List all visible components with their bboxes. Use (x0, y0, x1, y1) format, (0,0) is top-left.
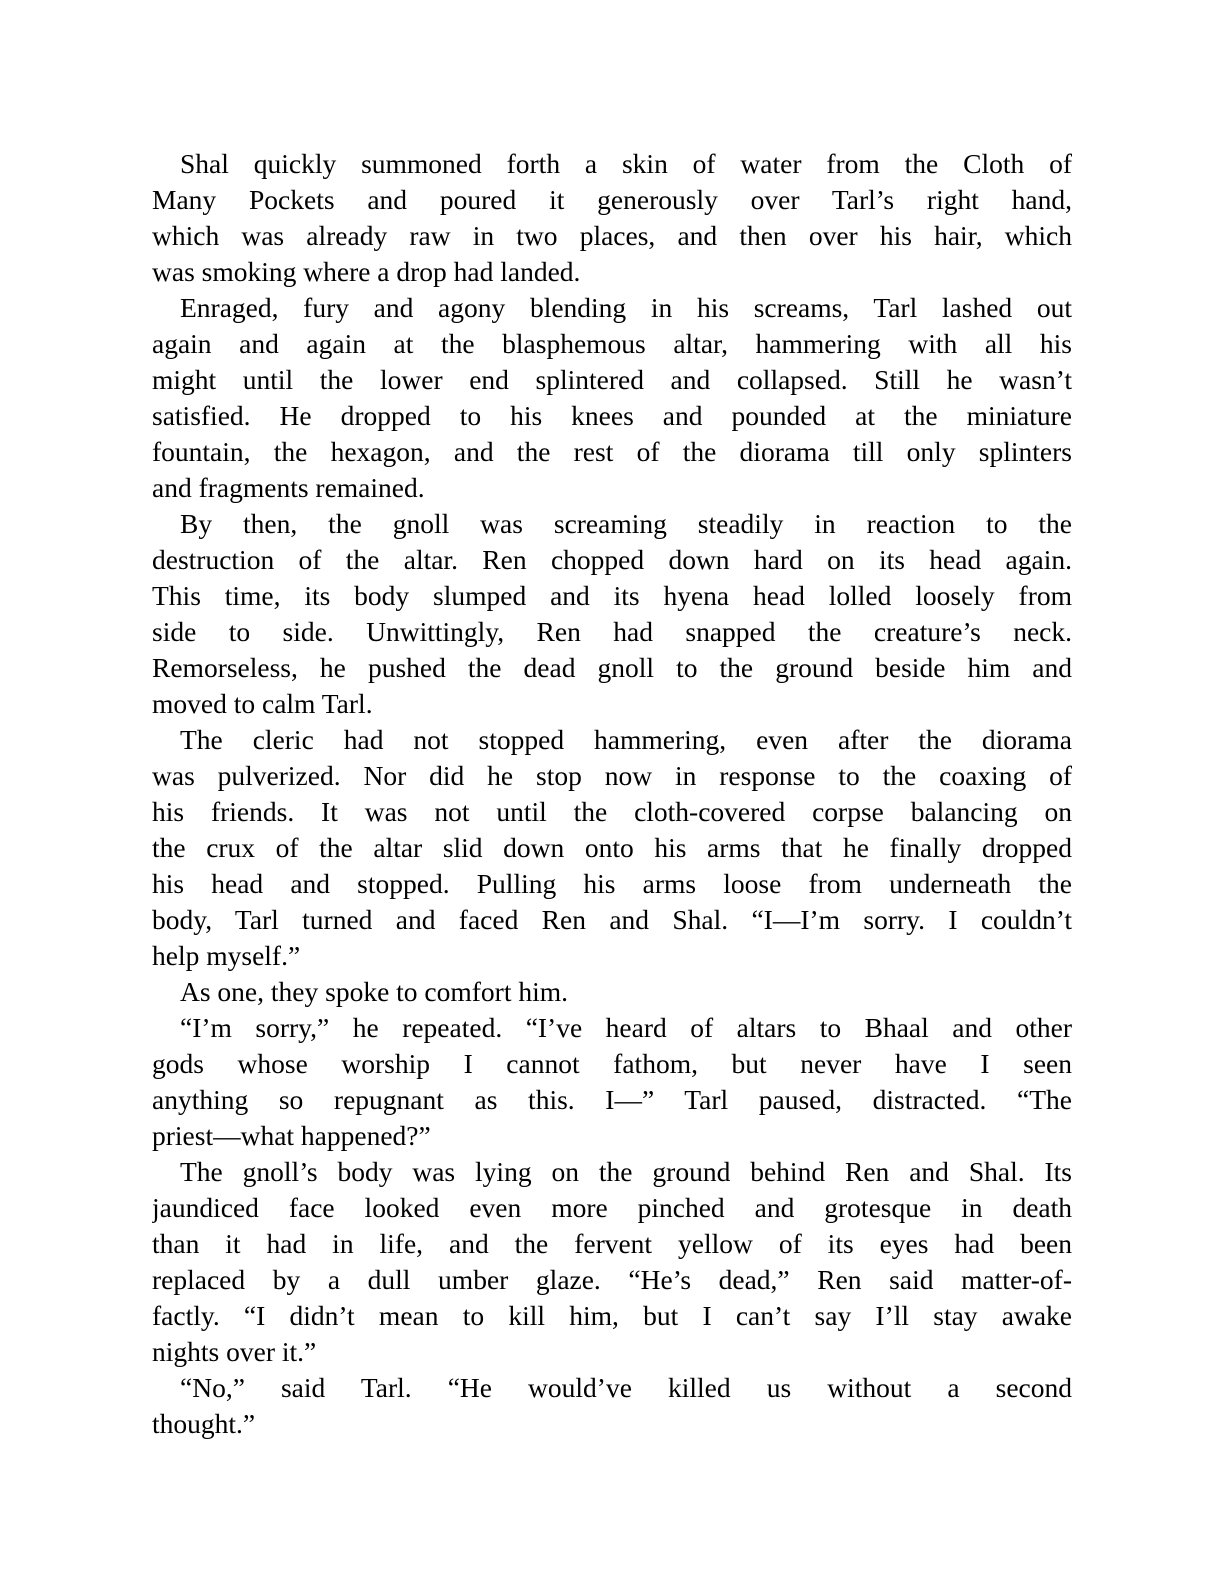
text-line: his head and stopped. Pulling his arms loose from underneath the (152, 868, 1072, 899)
text-line: the crux of the altar slid down onto his arms that he finally dropped (152, 832, 1072, 863)
text-line: replaced by a dull umber glaze. “He’s dead,” Ren said matter-of- (152, 1264, 1072, 1295)
text-line: side to side. Unwittingly, Ren had snapped the creature’s neck. (152, 616, 1072, 647)
text-line: This time, its body slumped and its hyena head lolled loosely from (152, 580, 1072, 611)
text-line: was pulverized. Nor did he stop now in response to the coaxing of (152, 760, 1072, 791)
text-line: Remorseless, he pushed the dead gnoll to the ground beside him and (152, 652, 1072, 683)
text-line: nights over it.” (152, 1336, 317, 1367)
text-line: The gnoll’s body was lying on the ground behind Ren and Shal. Its (180, 1156, 1072, 1187)
text-line: destruction of the altar. Ren chopped down hard on its head again. (152, 544, 1072, 575)
paragraph (152, 1010, 1072, 1154)
text-line: gods whose worship I cannot fathom, but never have I seen (152, 1048, 1072, 1079)
text-line: his friends. It was not until the cloth-covered corpse balancing on (152, 796, 1072, 827)
paragraph (152, 722, 1072, 974)
text-line: was smoking where a drop had landed. (152, 256, 581, 287)
text-line: factly. “I didn’t mean to kill him, but I can’t say I’ll stay awake (152, 1300, 1072, 1331)
text-line: than it had in life, and the fervent yellow of its eyes had been (152, 1228, 1072, 1259)
text-line: again and again at the blasphemous altar, hammering with all his (152, 328, 1072, 359)
text-line: As one, they spoke to comfort him. (180, 976, 568, 1007)
paragraph (152, 290, 1072, 506)
paragraph (152, 506, 1072, 722)
text-line: body, Tarl turned and faced Ren and Shal. “I—I’m sorry. I couldn’t (152, 904, 1072, 935)
text-line: satisfied. He dropped to his knees and pounded at the miniature (152, 400, 1072, 431)
text-line: The cleric had not stopped hammering, even after the diorama (180, 724, 1072, 755)
text-line: jaundiced face looked even more pinched and grotesque in death (152, 1192, 1072, 1223)
text-line: By then, the gnoll was screaming steadily in reaction to the (180, 508, 1072, 539)
text-line: Many Pockets and poured it generously over Tarl’s right hand, (152, 184, 1072, 215)
text-line: anything so repugnant as this. I—” Tarl paused, distracted. “The (152, 1084, 1072, 1115)
text-line: “I’m sorry,” he repeated. “I’ve heard of altars to Bhaal and other (180, 1012, 1072, 1043)
paragraph (152, 1370, 1072, 1442)
text-line: priest—what happened?” (152, 1120, 431, 1151)
text-line: help myself.” (152, 940, 301, 971)
text-line: and fragments remained. (152, 472, 425, 503)
text-line: which was already raw in two places, and then over his hair, which (152, 220, 1072, 251)
paragraph (152, 1154, 1072, 1370)
text-column (152, 146, 1072, 1442)
text-line: fountain, the hexagon, and the rest of the diorama till only splinters (152, 436, 1072, 467)
text-line: thought.” (152, 1408, 256, 1439)
paragraph (152, 146, 1072, 290)
text-line: “No,” said Tarl. “He would’ve killed us without a second (180, 1372, 1072, 1403)
paragraph (152, 974, 1072, 1010)
text-line: Enraged, fury and agony blending in his screams, Tarl lashed out (180, 292, 1072, 323)
text-line: moved to calm Tarl. (152, 688, 373, 719)
text-line: might until the lower end splintered and collapsed. Still he wasn’t (152, 364, 1072, 395)
text-line: Shal quickly summoned forth a skin of water from the Cloth of (180, 148, 1072, 179)
